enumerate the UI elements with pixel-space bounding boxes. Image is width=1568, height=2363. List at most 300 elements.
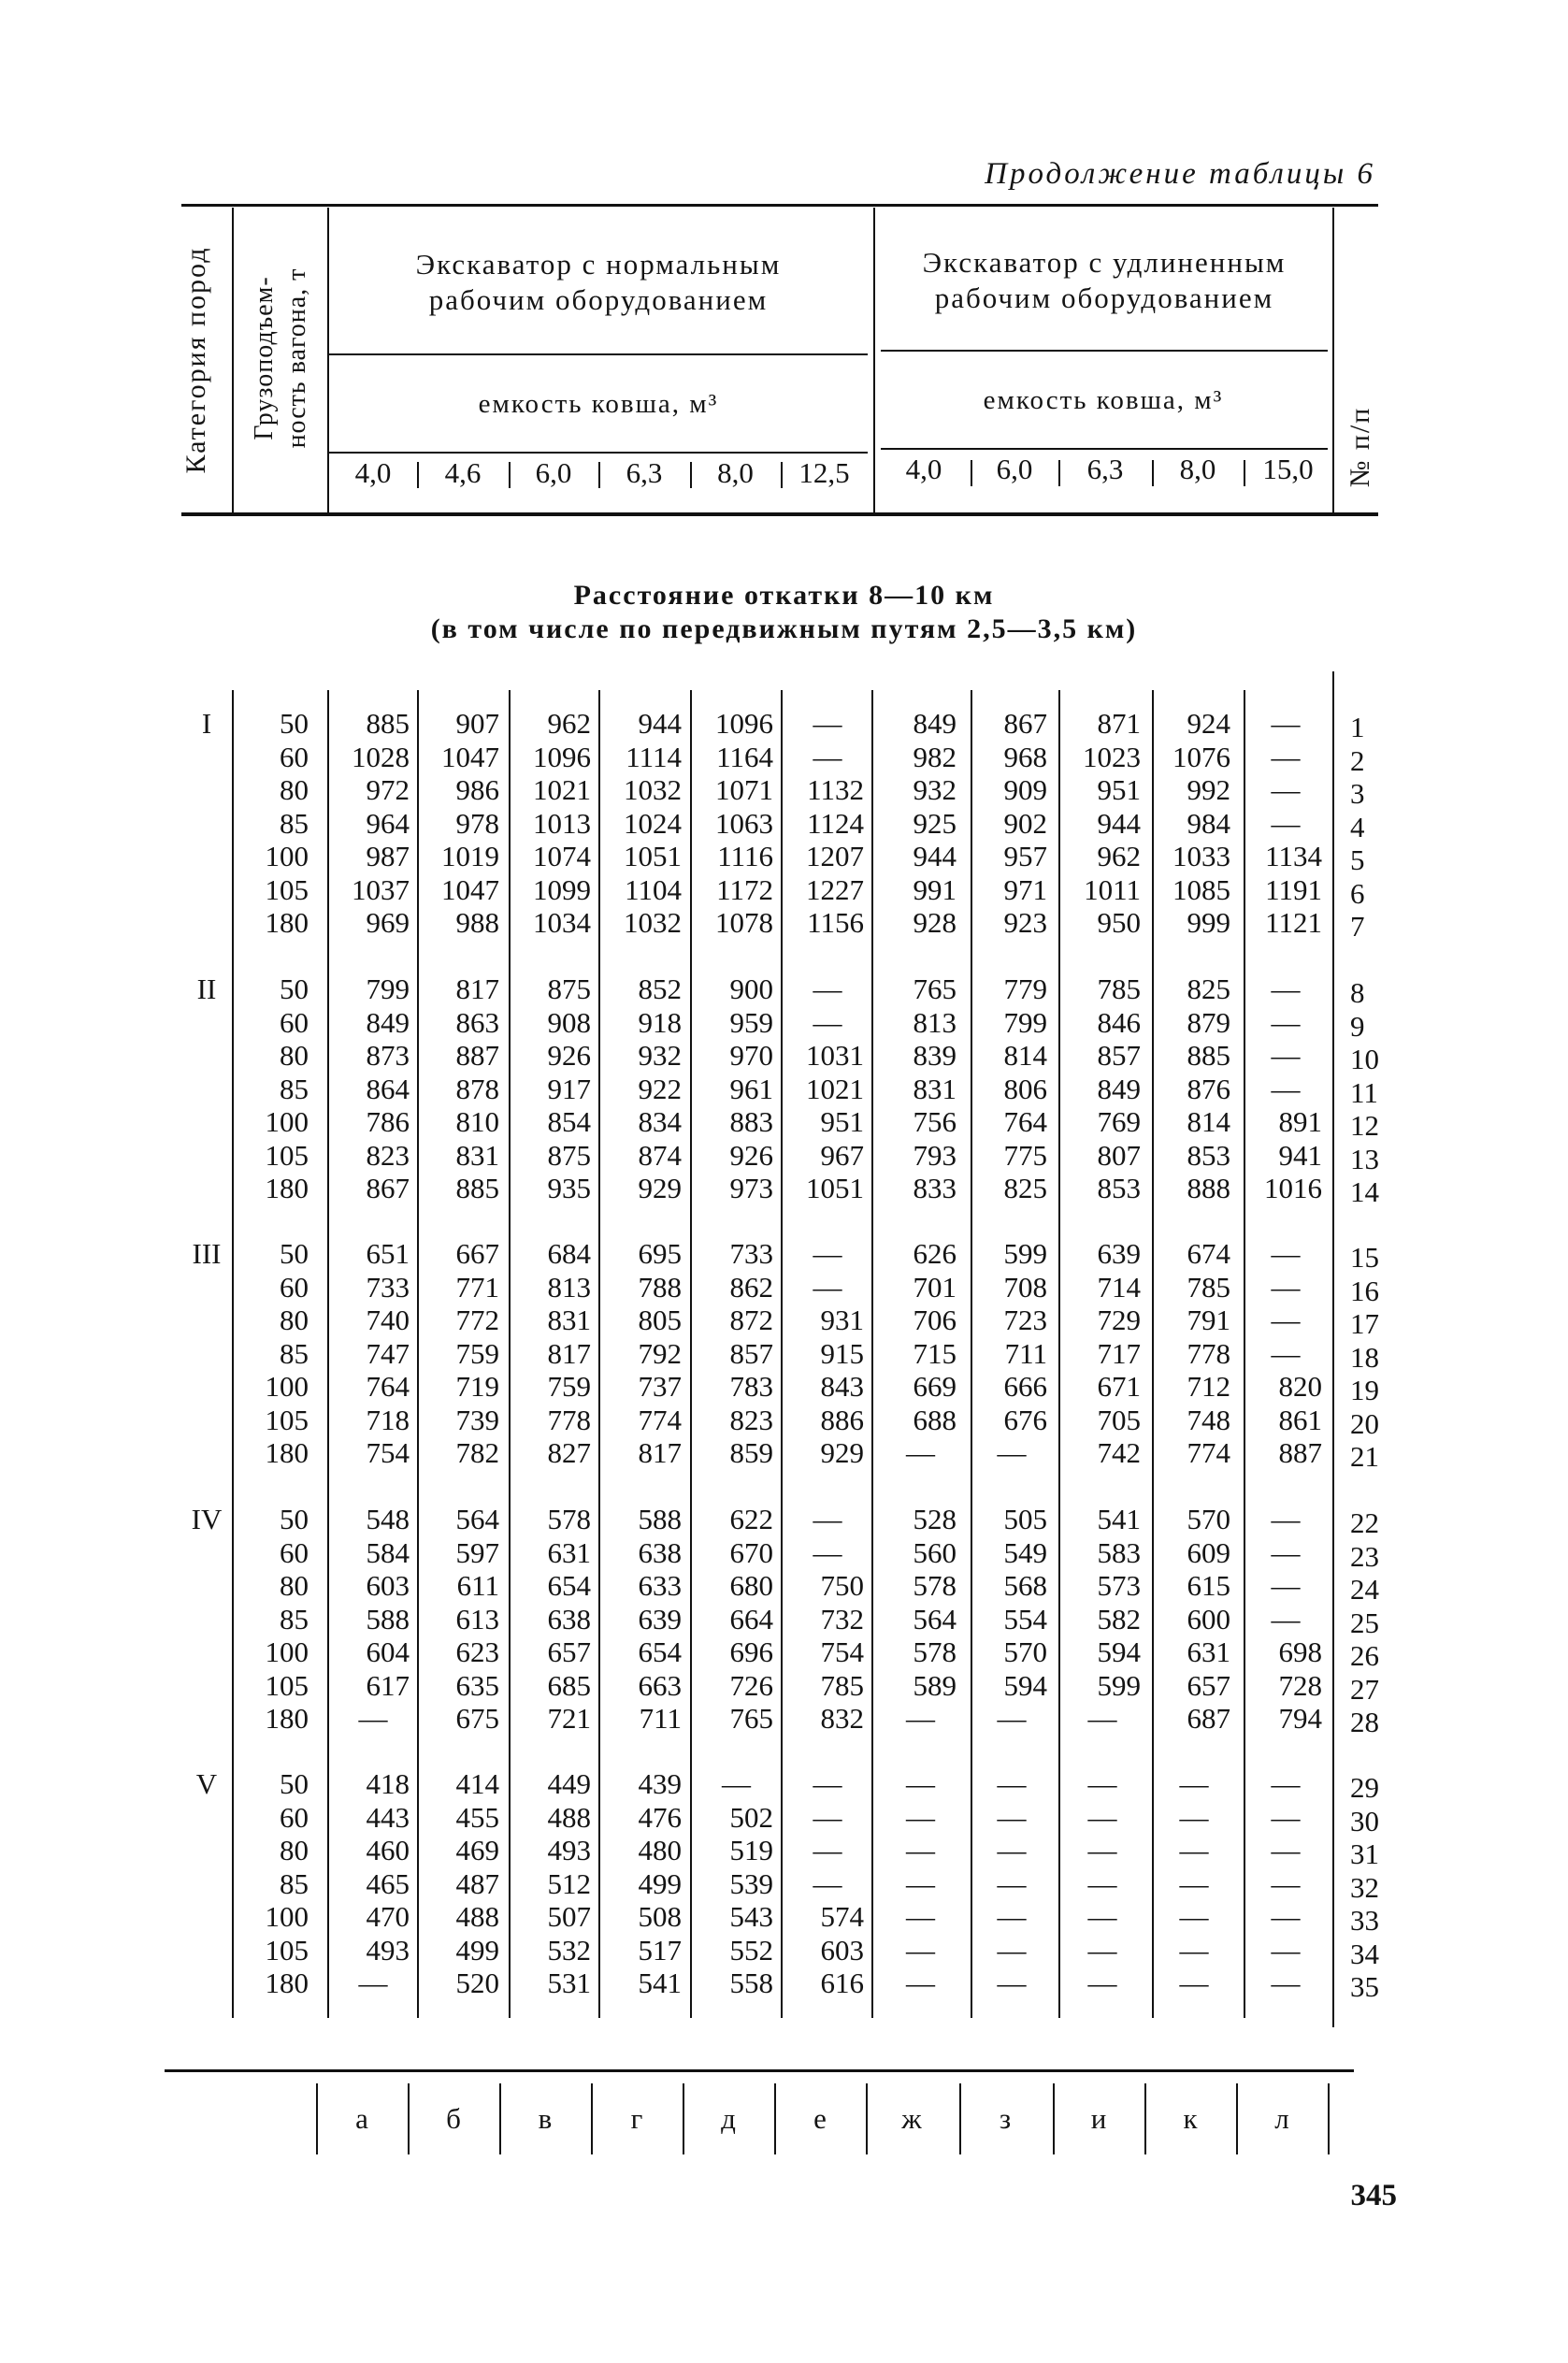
value-cell: 887 [1278, 1436, 1322, 1469]
value-cell: 570 [1187, 1503, 1230, 1535]
value-cell: 1047 [441, 740, 499, 773]
value-cell: 443 [366, 1800, 410, 1834]
value-cell: — [1271, 973, 1301, 1005]
wagon-capacity: 100 [265, 1105, 309, 1138]
value-cell: 669 [913, 1370, 957, 1403]
wagon-capacity: 80 [280, 773, 309, 806]
header-row-number: № п/п [1345, 406, 1375, 488]
value-cell: 616 [820, 1967, 864, 1999]
header-bucket-sep [690, 462, 692, 488]
value-cell: — [1271, 1767, 1301, 1800]
value-cell: 594 [1097, 1635, 1141, 1668]
body-column-rule [690, 690, 692, 2018]
row-number: 31 [1350, 1837, 1379, 1870]
value-cell: 552 [729, 1933, 773, 1967]
value-cell: 449 [547, 1767, 591, 1800]
header-bucket-divider-extended [881, 448, 1328, 450]
value-cell: 714 [1097, 1270, 1141, 1304]
value-cell: 1037 [352, 872, 410, 906]
value-cell: — [1179, 1900, 1209, 1933]
value-cell: 785 [820, 1668, 864, 1702]
wagon-capacity: 60 [280, 1535, 309, 1569]
header-group-normal-line1: Экскаватор с нормальным [415, 248, 782, 281]
value-cell: 750 [820, 1569, 864, 1602]
value-cell: 862 [729, 1270, 773, 1304]
value-cell: 917 [547, 1072, 591, 1105]
value-cell: — [906, 1933, 935, 1967]
wagon-capacity: 85 [280, 1072, 309, 1105]
value-cell: — [1271, 1072, 1301, 1105]
value-cell: 759 [547, 1370, 591, 1403]
value-cell: 871 [1097, 707, 1141, 740]
column-label: г [630, 2102, 643, 2135]
value-cell: 885 [455, 1172, 499, 1204]
value-cell: 814 [1187, 1105, 1230, 1138]
row-number: 33 [1350, 1904, 1379, 1937]
value-cell: 765 [729, 1702, 773, 1735]
value-cell: — [813, 1535, 842, 1569]
column-label: к [1183, 2102, 1198, 2135]
value-cell: 564 [455, 1503, 499, 1535]
value-cell: 617 [366, 1668, 410, 1702]
value-cell: 971 [1003, 872, 1047, 906]
table-bottom-rule [165, 2069, 1354, 2072]
value-cell: — [813, 1005, 842, 1039]
row-number: 25 [1350, 1606, 1379, 1639]
value-cell: 964 [366, 806, 410, 840]
value-cell: 1207 [806, 840, 864, 872]
wagon-capacity: 60 [280, 740, 309, 773]
value-cell: 1114 [626, 740, 682, 773]
value-cell: 615 [1187, 1569, 1230, 1602]
value-cell: 885 [1187, 1039, 1230, 1072]
value-cell: — [813, 1503, 842, 1535]
value-cell: — [1271, 1602, 1301, 1635]
column-label: б [446, 2102, 461, 2135]
value-cell: 846 [1097, 1005, 1141, 1039]
row-number: 4 [1350, 810, 1365, 843]
value-cell: — [997, 1436, 1027, 1469]
value-cell: 539 [729, 1866, 773, 1900]
value-cell: 733 [729, 1237, 773, 1270]
header-bucket-sep [1152, 460, 1154, 486]
wagon-capacity: 85 [280, 1866, 309, 1900]
row-number: 16 [1350, 1274, 1379, 1307]
value-cell: 505 [1003, 1503, 1047, 1535]
value-cell: 721 [547, 1702, 591, 1735]
value-cell: 654 [638, 1635, 682, 1668]
value-cell: 878 [455, 1072, 499, 1105]
header-bucket-normal-1: 4,0 [354, 456, 392, 489]
row-number: 19 [1350, 1374, 1379, 1406]
value-cell: 852 [638, 973, 682, 1005]
value-cell: 867 [1003, 707, 1047, 740]
wagon-capacity: 60 [280, 1270, 309, 1304]
rock-category: III [192, 1237, 222, 1270]
value-cell: 831 [455, 1138, 499, 1172]
value-cell: 929 [820, 1436, 864, 1469]
value-cell: 825 [1003, 1172, 1047, 1204]
row-number: 10 [1350, 1043, 1379, 1075]
value-cell: 698 [1278, 1635, 1322, 1668]
wagon-capacity: 80 [280, 1039, 309, 1072]
row-number: 28 [1350, 1706, 1379, 1738]
value-cell: 772 [455, 1304, 499, 1336]
value-cell: 984 [1187, 806, 1230, 840]
header-bucket-sep [417, 462, 419, 488]
value-cell: 928 [913, 906, 957, 939]
value-cell: 541 [1097, 1503, 1141, 1535]
value-cell: — [1271, 806, 1301, 840]
value-cell: 613 [455, 1602, 499, 1635]
header-bucket-sep [1244, 460, 1245, 486]
value-cell: — [813, 707, 842, 740]
value-cell: 929 [638, 1172, 682, 1204]
value-cell: — [906, 1967, 935, 1999]
value-cell: 729 [1097, 1304, 1141, 1336]
value-cell: 794 [1278, 1702, 1322, 1735]
value-cell: 950 [1097, 906, 1141, 939]
value-cell: — [813, 1866, 842, 1900]
wagon-capacity: 50 [280, 1237, 309, 1270]
value-cell: 1024 [624, 806, 682, 840]
wagon-capacity: 180 [265, 1172, 309, 1204]
wagon-capacity: 50 [280, 1767, 309, 1800]
value-cell: 711 [1004, 1336, 1047, 1370]
value-cell: 932 [913, 773, 957, 806]
value-cell: 854 [547, 1105, 591, 1138]
value-cell: 1076 [1172, 740, 1230, 773]
value-cell: 783 [729, 1370, 773, 1403]
value-cell: 813 [547, 1270, 591, 1304]
row-number: 1 [1350, 711, 1365, 743]
value-cell: 885 [366, 707, 410, 740]
value-cell: 717 [1097, 1336, 1141, 1370]
section-title-line1: Расстояние откатки 8—10 км [573, 580, 995, 611]
value-cell: — [997, 1866, 1027, 1900]
value-cell: — [1087, 1702, 1117, 1735]
row-number: 7 [1350, 910, 1365, 943]
value-cell: 611 [456, 1569, 499, 1602]
header-top-rule [181, 204, 1378, 207]
value-cell: 887 [455, 1039, 499, 1072]
header-bucket-sep [509, 462, 511, 488]
value-cell: — [1271, 1039, 1301, 1072]
wagon-capacity: 180 [265, 906, 309, 939]
value-cell: 1124 [807, 806, 864, 840]
value-cell: 991 [913, 872, 957, 906]
rock-category: II [196, 973, 217, 1005]
value-cell: 786 [366, 1105, 410, 1138]
value-cell: — [997, 1967, 1027, 1999]
value-cell: 886 [820, 1403, 864, 1436]
value-cell: 1071 [715, 773, 773, 806]
value-cell: 759 [455, 1336, 499, 1370]
column-label: д [721, 2102, 736, 2135]
value-cell: 793 [913, 1138, 957, 1172]
value-cell: — [906, 1900, 935, 1933]
value-cell: 732 [820, 1602, 864, 1635]
value-cell: 879 [1187, 1005, 1230, 1039]
value-cell: 654 [547, 1569, 591, 1602]
value-cell: 857 [1097, 1039, 1141, 1072]
value-cell: 723 [1003, 1304, 1047, 1336]
value-cell: 775 [1003, 1138, 1047, 1172]
value-cell: — [1271, 1900, 1301, 1933]
row-number: 24 [1350, 1573, 1379, 1606]
section-title-line2: (в том числе по передвижным путям 2,5—3,5 км) [430, 613, 1138, 644]
value-cell: 859 [729, 1436, 773, 1469]
column-label: в [538, 2102, 553, 2135]
value-cell: 832 [820, 1702, 864, 1735]
value-cell: — [906, 1767, 935, 1800]
column-label: а [355, 2102, 368, 2135]
value-cell: 908 [547, 1005, 591, 1039]
wagon-capacity: 80 [280, 1569, 309, 1602]
wagon-capacity: 85 [280, 806, 309, 840]
row-number: 29 [1350, 1771, 1379, 1804]
value-cell: 969 [366, 906, 410, 939]
wagon-capacity: 50 [280, 973, 309, 1005]
value-cell: — [1179, 1767, 1209, 1800]
value-cell: 597 [455, 1535, 499, 1569]
row-number: 8 [1350, 976, 1365, 1009]
value-cell: 754 [366, 1436, 410, 1469]
header-bucket-label-extended: емкость ковша, м³ [983, 385, 1224, 415]
value-cell: 499 [455, 1933, 499, 1967]
value-cell: 726 [729, 1668, 773, 1702]
row-number: 11 [1350, 1075, 1378, 1109]
column-label: ж [901, 2102, 922, 2135]
value-cell: 810 [455, 1105, 499, 1138]
header-bucket-normal-3: 6,0 [535, 456, 572, 489]
value-cell: — [813, 1237, 842, 1270]
value-cell: 853 [1187, 1138, 1230, 1172]
value-cell: — [1271, 773, 1301, 806]
value-cell: 864 [366, 1072, 410, 1105]
row-number: 20 [1350, 1406, 1379, 1440]
value-cell: 588 [638, 1503, 682, 1535]
value-cell: 715 [913, 1336, 957, 1370]
value-cell: 657 [1187, 1668, 1230, 1702]
value-cell: 817 [638, 1436, 682, 1469]
value-cell: 769 [1097, 1105, 1141, 1138]
value-cell: 528 [913, 1503, 957, 1535]
header-bucket-divider-normal [327, 452, 868, 454]
row-number: 32 [1350, 1870, 1379, 1904]
value-cell: 778 [1187, 1336, 1230, 1370]
wagon-capacity: 105 [265, 1403, 309, 1436]
value-cell: 918 [638, 1005, 682, 1039]
header-bucket-extended-1: 4,0 [905, 453, 942, 485]
column-label: з [999, 2102, 1012, 2135]
value-cell: 582 [1097, 1602, 1141, 1635]
value-cell: 476 [638, 1800, 682, 1834]
body-column-rule [327, 690, 329, 2018]
header-bucket-extended-5: 15,0 [1262, 453, 1314, 485]
value-cell: 512 [547, 1866, 591, 1900]
value-cell: 891 [1278, 1105, 1322, 1138]
value-cell: 915 [820, 1336, 864, 1370]
value-cell: 941 [1278, 1138, 1322, 1172]
value-cell: 962 [547, 707, 591, 740]
value-cell: 469 [455, 1834, 499, 1866]
value-cell: 807 [1097, 1138, 1141, 1172]
value-cell: — [1271, 740, 1301, 773]
value-cell: 876 [1187, 1072, 1230, 1105]
value-cell: 849 [366, 1005, 410, 1039]
value-cell: 944 [913, 840, 957, 872]
value-cell: 701 [913, 1270, 957, 1304]
value-cell: 922 [638, 1072, 682, 1105]
value-cell: 1116 [717, 840, 773, 872]
table-continuation-caption: Продолжение таблицы 6 [985, 157, 1375, 191]
value-cell: 1051 [806, 1172, 864, 1204]
value-cell: 594 [1003, 1668, 1047, 1702]
wagon-capacity: 60 [280, 1005, 309, 1039]
value-cell: 626 [913, 1237, 957, 1270]
value-cell: 959 [729, 1005, 773, 1039]
value-cell: 657 [547, 1635, 591, 1668]
value-cell: 831 [547, 1304, 591, 1336]
value-cell: 695 [638, 1237, 682, 1270]
wagon-capacity: 100 [265, 1370, 309, 1403]
value-cell: 573 [1097, 1569, 1141, 1602]
value-cell: 465 [366, 1866, 410, 1900]
value-cell: 493 [366, 1933, 410, 1967]
value-cell: 834 [638, 1105, 682, 1138]
wagon-capacity: 85 [280, 1602, 309, 1635]
value-cell: 664 [729, 1602, 773, 1635]
value-cell: 1032 [624, 906, 682, 939]
value-cell: 992 [1187, 773, 1230, 806]
row-number: 21 [1350, 1440, 1379, 1473]
header-bucket-sep [971, 460, 972, 486]
value-cell: 439 [638, 1767, 682, 1800]
value-cell: 902 [1003, 806, 1047, 840]
value-cell: — [1087, 1900, 1117, 1933]
value-cell: 754 [820, 1635, 864, 1668]
value-cell: 493 [547, 1834, 591, 1866]
wagon-capacity: 105 [265, 872, 309, 906]
value-cell: 805 [638, 1304, 682, 1336]
value-cell: 651 [366, 1237, 410, 1270]
value-cell: 737 [638, 1370, 682, 1403]
value-cell: 639 [638, 1602, 682, 1635]
header-bucket-sep [598, 462, 600, 488]
rock-category: V [195, 1767, 218, 1800]
value-cell: 986 [455, 773, 499, 806]
value-cell: 765 [913, 973, 957, 1005]
value-cell: 554 [1003, 1602, 1047, 1635]
row-number: 15 [1350, 1241, 1379, 1274]
header-group-normal [327, 247, 870, 318]
value-cell: 872 [729, 1304, 773, 1336]
header-bottom-rule [181, 512, 1378, 516]
value-cell: 1096 [533, 740, 591, 773]
value-cell: 742 [1097, 1436, 1141, 1469]
value-cell: 968 [1003, 740, 1047, 773]
value-cell: 696 [729, 1635, 773, 1668]
value-cell: — [813, 1834, 842, 1866]
value-cell: — [813, 740, 842, 773]
value-cell: 874 [638, 1138, 682, 1172]
value-cell: — [1087, 1933, 1117, 1967]
wagon-capacity: 50 [280, 707, 309, 740]
row-number: 22 [1350, 1506, 1379, 1539]
value-cell: 962 [1097, 840, 1141, 872]
value-cell: 756 [913, 1105, 957, 1138]
value-cell: 1096 [715, 707, 773, 740]
value-cell: 791 [1187, 1304, 1230, 1336]
header-capacity-line1: Грузоподъем- [250, 276, 279, 440]
value-cell: — [1271, 1005, 1301, 1039]
value-cell: — [906, 1834, 935, 1866]
wagon-capacity: 105 [265, 1668, 309, 1702]
value-cell: — [358, 1967, 388, 1999]
column-label: и [1090, 2102, 1107, 2135]
value-cell: — [1271, 1834, 1301, 1866]
row-number: 35 [1350, 1970, 1379, 2003]
value-cell: — [1271, 1800, 1301, 1834]
wagon-capacity: 105 [265, 1933, 309, 1967]
value-cell: 1051 [624, 840, 682, 872]
value-cell: — [1271, 1967, 1301, 1999]
header-bucket-extended-4: 8,0 [1179, 453, 1216, 485]
value-cell: 623 [455, 1635, 499, 1668]
value-cell: 502 [729, 1800, 773, 1834]
value-cell: 1074 [533, 840, 591, 872]
value-cell: 961 [729, 1072, 773, 1105]
wagon-capacity: 180 [265, 1436, 309, 1469]
value-cell: — [906, 1866, 935, 1900]
value-cell: — [1271, 1535, 1301, 1569]
header-vrule-4 [1332, 208, 1334, 512]
value-cell: 839 [913, 1039, 957, 1072]
value-cell: 520 [455, 1967, 499, 1999]
value-cell: 926 [729, 1138, 773, 1172]
value-cell: 1028 [352, 740, 410, 773]
header-group-divider-normal [327, 353, 868, 355]
value-cell: 507 [547, 1900, 591, 1933]
value-cell: 1121 [1265, 906, 1322, 939]
value-cell: 987 [366, 840, 410, 872]
value-cell: — [1271, 1270, 1301, 1304]
value-cell: — [997, 1933, 1027, 1967]
value-cell: 774 [1187, 1436, 1230, 1469]
value-cell: 549 [1003, 1535, 1047, 1569]
value-cell: 957 [1003, 840, 1047, 872]
wagon-capacity: 100 [265, 1900, 309, 1933]
value-cell: 718 [366, 1403, 410, 1436]
value-cell: 603 [366, 1569, 410, 1602]
value-cell: 831 [913, 1072, 957, 1105]
value-cell: — [1179, 1866, 1209, 1900]
wagon-capacity: 80 [280, 1304, 309, 1336]
header-group-extended-line2: рабочим оборудованием [934, 281, 1274, 314]
value-cell: 774 [638, 1403, 682, 1436]
value-cell: 589 [913, 1668, 957, 1702]
value-cell: 1033 [1172, 840, 1230, 872]
value-cell: 833 [913, 1172, 957, 1204]
value-cell: — [997, 1800, 1027, 1834]
value-cell: — [358, 1702, 388, 1735]
value-cell: 909 [1003, 773, 1047, 806]
value-cell: 925 [913, 806, 957, 840]
header-bucket-sep [781, 462, 783, 488]
value-cell: 951 [820, 1105, 864, 1138]
value-cell: 1023 [1083, 740, 1141, 773]
